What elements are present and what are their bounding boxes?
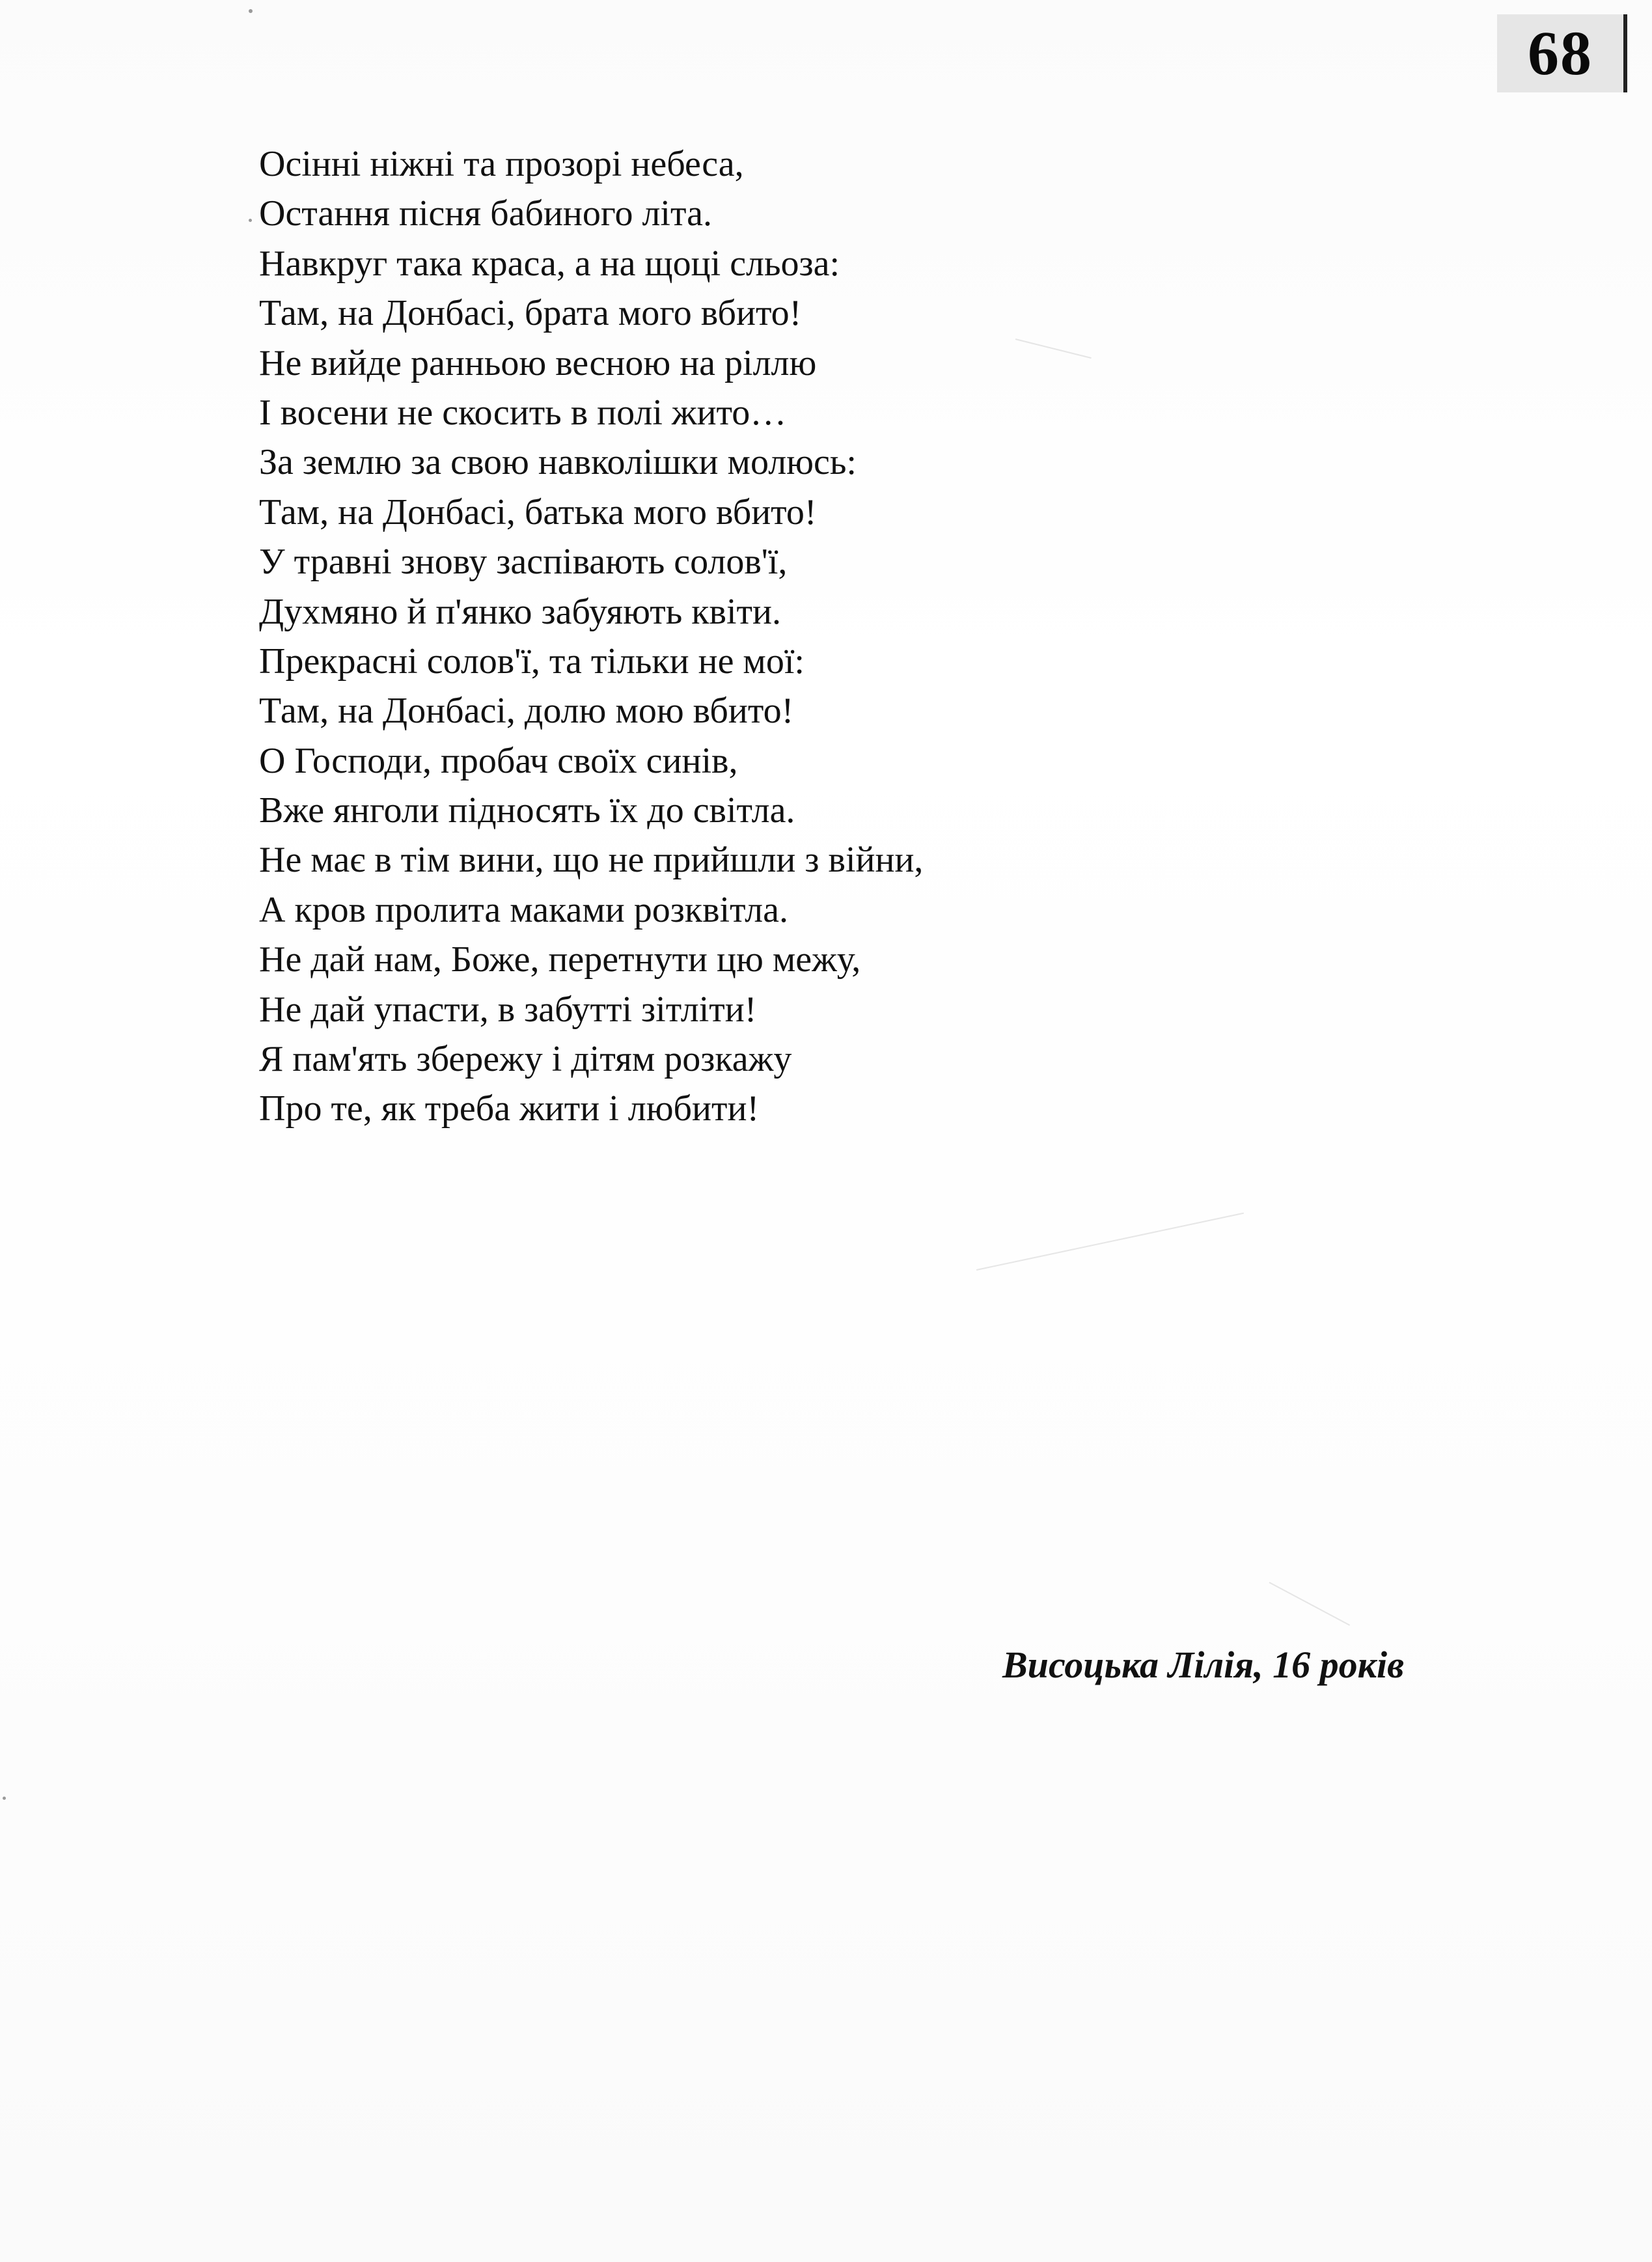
page-number: 68 [1528,18,1593,88]
scan-speck [249,219,252,222]
poem-line: Там, на Донбасі, батька мого вбито! [259,491,817,532]
author-signature: Висоцька Лілія, 16 років [1002,1644,1405,1686]
poem-line: Там, на Донбасі, долю мою вбито! [259,691,794,732]
poem-line: Не дай упасти, в забутті зітліти! [259,989,757,1030]
poem-line: Вже янголи підносять їх до світла. [259,790,795,831]
poem-line: А кров пролита маками розквітла. [259,889,788,930]
poem-line: Осінні ніжні та прозорі небеса, [259,144,744,184]
paper-crease [1269,1582,1351,1625]
poem [259,139,1431,1134]
poem-line: Про те, як треба жити і любити! [259,1088,760,1129]
poem-line: І восени не скосить в полі жито… [259,392,787,433]
poem-line: У травні знову заспівають солов'ї, [259,542,788,583]
poem-line: Не вийде ранньою весною на ріллю [259,342,817,383]
poem-line: За землю за свою навколішки молюсь: [259,442,857,483]
page-number-box [1497,14,1627,92]
poem-line: О Господи, пробач своїх синів, [259,740,738,781]
poem-line: Не дай нам, Боже, перетнути цю межу, [259,939,861,980]
poem-line: Прекрасні солов'ї, та тільки не мої: [259,641,805,682]
poem-line: Я пам'ять збережу і дітям розкажу [259,1039,792,1080]
paper-crease [976,1213,1244,1271]
poem-line: Духмяно й п'янко забуяють квіти. [259,591,781,632]
poem-line: Остання пісня бабиного літа. [259,193,712,234]
poem-line: Навкруг така краса, а на щоці сльоза: [259,243,840,284]
scan-speck [3,1797,6,1800]
poem-line: Не має в тім вини, що не прийшли з війни, [259,840,924,881]
poem-line: Там, на Донбасі, брата мого вбито! [259,293,802,334]
scan-speck [249,9,253,13]
